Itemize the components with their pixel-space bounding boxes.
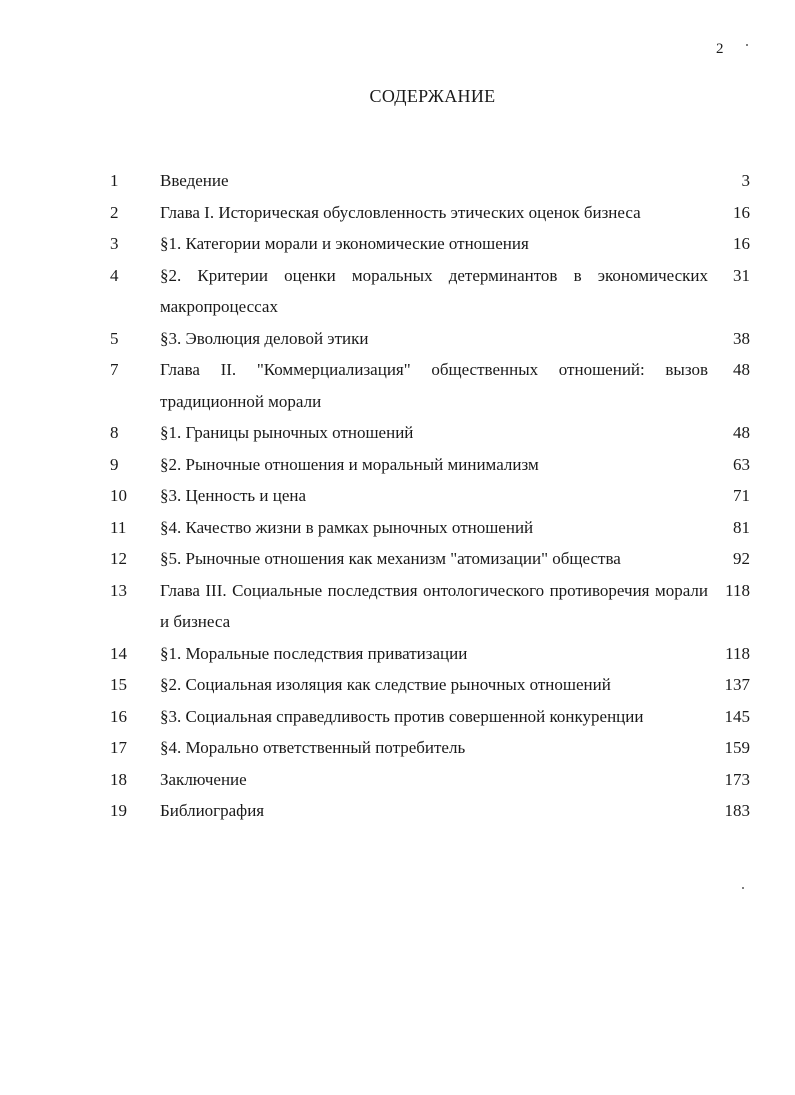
toc-entry-title: Заключение <box>160 769 247 789</box>
toc-entry-page: 173 <box>724 769 750 789</box>
toc-entry-title: Библиография <box>160 801 265 820</box>
toc-entry <box>110 764 750 796</box>
toc-entry-page: 118 <box>725 580 750 600</box>
toc-entry-number: 18 <box>110 769 127 789</box>
toc-entry <box>110 480 750 512</box>
toc-entry-title: §2. Рыночные отношения и моральный минимализм <box>160 454 539 474</box>
toc-entry <box>110 260 750 323</box>
toc-entry <box>110 512 750 544</box>
toc-entry <box>110 669 750 701</box>
toc-entry-number: 1 <box>110 171 119 190</box>
toc-entry-title: §5. Рыночные отношения как механизм "атомизации" общества <box>160 549 621 568</box>
toc-entry-page: 48 <box>733 360 750 379</box>
toc-entry <box>110 638 750 670</box>
toc-entry-number: 4 <box>110 265 119 285</box>
toc-entry-page: 16 <box>733 202 750 222</box>
toc-entry-page: 16 <box>733 234 750 253</box>
toc-entry-page: 145 <box>724 706 750 726</box>
scan-speck <box>746 44 748 46</box>
toc-entry <box>110 197 750 229</box>
toc-entry-page: 118 <box>725 643 750 663</box>
toc-entry-number: 7 <box>110 360 119 379</box>
scan-speck <box>742 887 744 889</box>
toc-entry-title: Глава II. "Коммерциализация" общественных отношений: вызов традиционной морали <box>160 360 708 411</box>
page-number: 2 <box>716 41 724 57</box>
toc-entry-title: §1. Моральные последствия приватизации <box>160 643 468 663</box>
toc-entry <box>110 732 750 764</box>
toc-entry <box>110 165 750 197</box>
toc-entry-title: Введение <box>160 171 229 190</box>
toc-entry-page: 137 <box>724 675 750 694</box>
toc-entry-page: 183 <box>724 801 750 820</box>
toc-entry-title: §3. Ценность и цена <box>160 486 307 505</box>
toc-entry <box>110 795 750 827</box>
toc-entry-title: §1. Границы рыночных отношений <box>160 423 414 442</box>
toc-entry <box>110 575 750 638</box>
toc-entry-page: 92 <box>733 549 750 568</box>
toc-entry-number: 12 <box>110 549 127 568</box>
toc-entry-title: §1. Категории морали и экономические отношения <box>160 234 529 253</box>
toc-entry <box>110 354 750 417</box>
toc-entry <box>110 543 750 575</box>
toc-entry-number: 13 <box>110 580 127 600</box>
toc-entry-title: §4. Качество жизни в рамках рыночных отношений <box>160 517 534 537</box>
toc-entry-number: 14 <box>110 643 127 663</box>
toc-entry <box>110 701 750 733</box>
toc-entry-page: 71 <box>733 486 750 505</box>
toc-entry-number: 5 <box>110 328 119 348</box>
toc-entry-page: 31 <box>733 265 750 285</box>
toc-entry <box>110 417 750 449</box>
toc-entry-title: Глава I. Историческая обусловленность этических оценок бизнеса <box>160 202 641 222</box>
toc-entry-page: 38 <box>733 328 750 348</box>
toc-entry <box>110 449 750 481</box>
toc-entry-number: 2 <box>110 202 119 222</box>
toc-entry-page: 81 <box>733 517 750 537</box>
toc-entry <box>110 228 750 260</box>
toc-entry <box>110 323 750 355</box>
toc-entry-number: 9 <box>110 454 119 474</box>
toc-entry-number: 11 <box>110 517 127 537</box>
toc-entry-page: 159 <box>724 738 750 757</box>
table-of-contents <box>110 165 750 827</box>
toc-entry-page: 63 <box>733 454 750 474</box>
toc-entry-page: 3 <box>741 171 750 190</box>
toc-entry-number: 19 <box>110 801 127 820</box>
toc-entry-page: 48 <box>733 423 750 442</box>
toc-entry-title: §3. Эволюция деловой этики <box>160 328 369 348</box>
toc-entry-title: Глава III. Социальные последствия онтологического противоречия морали и бизнеса <box>160 580 708 631</box>
toc-entry-number: 15 <box>110 675 127 694</box>
toc-entry-number: 10 <box>110 486 127 505</box>
toc-entry-number: 3 <box>110 234 119 253</box>
toc-entry-title: §2. Социальная изоляция как следствие рыночных отношений <box>160 675 611 694</box>
page-title: СОДЕРЖАНИЕ <box>369 86 496 106</box>
toc-entry-title: §4. Морально ответственный потребитель <box>160 738 466 757</box>
toc-entry-number: 16 <box>110 706 127 726</box>
toc-entry-number: 8 <box>110 423 119 442</box>
toc-entry-number: 17 <box>110 738 127 757</box>
toc-entry-title: §2. Критерии оценки моральных детерминантов в экономических макропроцессах <box>160 265 708 316</box>
toc-entry-title: §3. Социальная справедливость против совершенной конкуренции <box>160 706 644 726</box>
